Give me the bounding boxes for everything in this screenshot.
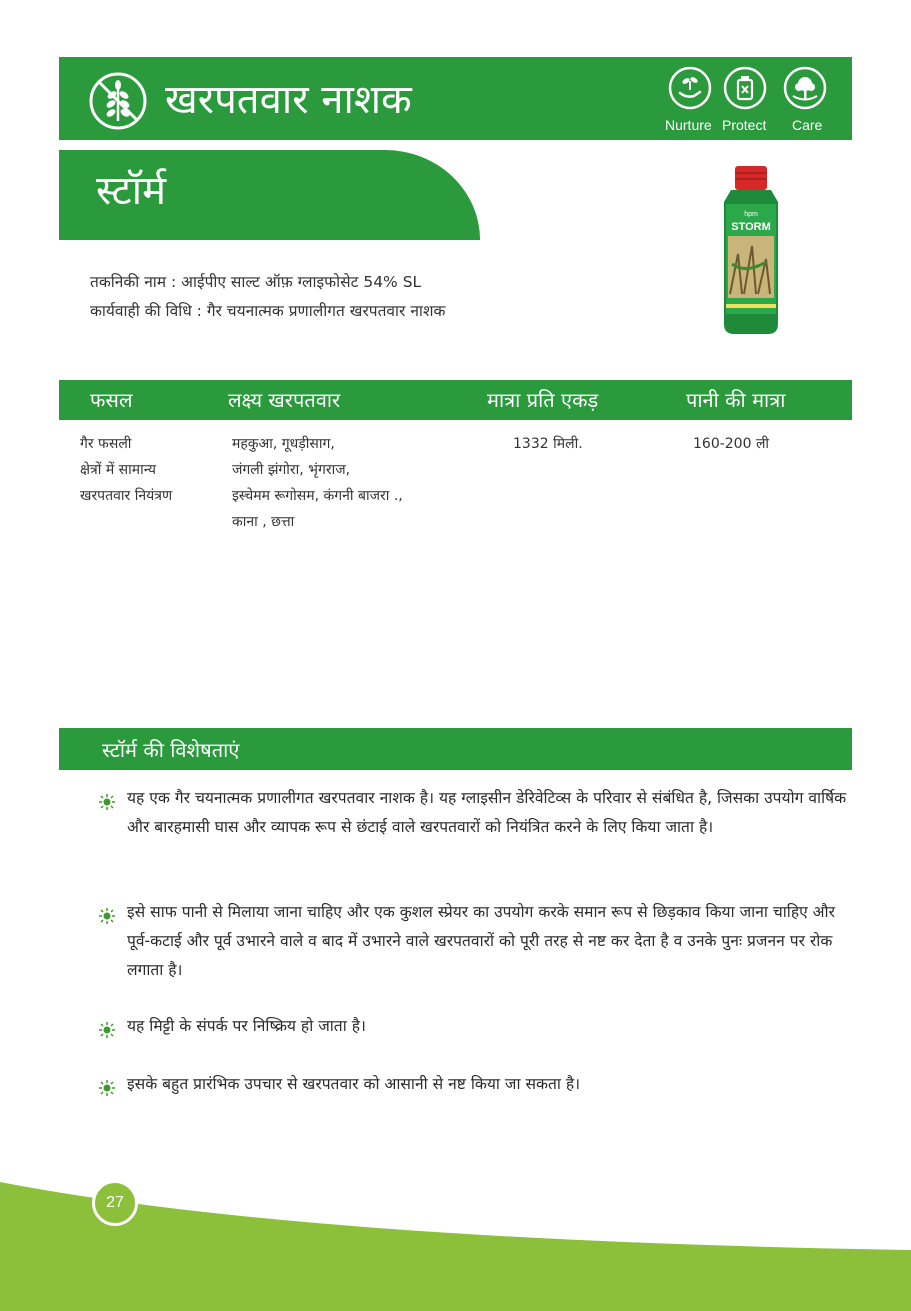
badge-label-care: Care <box>792 117 823 133</box>
table-header-target-weeds: लक्ष्य खरपतवार <box>228 388 341 412</box>
shield-bottle-icon <box>723 66 767 110</box>
feature-item: इसके बहुत प्रारंभिक उपचार से खरपतवार को आसानी से नष्ट किया जा सकता है। <box>127 1075 581 1093</box>
bullet-sun-icon <box>99 1022 115 1038</box>
feature-item: यह मिट्टी के संपर्क पर निष्क्रिय हो जाता है। <box>127 1017 366 1035</box>
table-cell-crop <box>80 431 172 509</box>
technical-name: तकनिकी नाम : आईपीए साल्ट ऑफ़ ग्लाइफोसेट 54% SL <box>90 273 422 291</box>
bullet-sun-icon <box>99 908 115 924</box>
table-cell-weeds-line: काना , छत्ता <box>232 514 295 530</box>
hand-plant-icon <box>668 66 712 110</box>
product-title: स्टॉर्म <box>96 168 166 214</box>
table-cell-weeds-line: महकुआ, गूधड़ीसाग, <box>232 436 335 452</box>
feature-item: यह एक गैर चयनात्मक प्रणालीगत खरपतवार नाशक है। यह ग्लाइसीन डेरिवेटिव्स के परिवार से संबंधित है, जिसका उपयोग वार्षिक और बारहमासी घास और व्यापक रूप से छंटाई वाले खरपतवारों को नियंत्रित करने के लिए किया जाता है। <box>127 789 847 836</box>
tree-care-icon <box>783 66 827 110</box>
badge-label-nurture: Nurture <box>665 117 712 133</box>
table-cell-weeds-line: इस्चेमम रूगोसम, कंगनी बाजरा ., <box>232 488 403 504</box>
table-cell-weeds-line: जंगली झंगोरा, भृंगराज, <box>232 462 351 478</box>
table-header-water: पानी की मात्रा <box>686 388 786 412</box>
category-title: खरपतवार नाशक <box>165 77 412 123</box>
product-bottle-image <box>716 164 786 336</box>
table-cell-dose: 1332 मिली. <box>513 436 583 452</box>
table-cell-weeds <box>232 431 403 535</box>
table-header-crop: फसल <box>90 388 133 412</box>
table-cell-crop-line: खरपतवार नियंत्रण <box>80 488 173 504</box>
badge-label-protect: Protect <box>722 117 767 133</box>
mode-of-action: कार्यवाही की विधि : गैर चयनात्मक प्रणालीगत खरपतवार नाशक <box>90 302 446 320</box>
bottle-maker: hpm <box>744 211 758 218</box>
page-number: 27 <box>106 1194 124 1211</box>
table-cell-water: 160-200 ली <box>693 436 770 452</box>
weed-no-icon <box>88 71 148 131</box>
table-header-dose: मात्रा प्रति एकड़ <box>487 388 599 412</box>
bottle-brand: STORM <box>731 221 771 233</box>
bullet-sun-icon <box>99 794 115 810</box>
feature-item: इसे साफ पानी से मिलाया जाना चाहिए और एक कुशल स्प्रेयर का उपयोग करके समान रूप से छिड़काव किया जाना चाहिए और पूर्व-कटाई और पूर्व उभारने वाले व बाद में उभारने वाले खरपतवारों को पूरी तरह से नष्ट कर देता है व उनके पुनः प्रजनन पर रोक लगाता है। <box>127 903 836 979</box>
bullet-sun-icon <box>99 1080 115 1096</box>
features-title: स्टॉर्म की विशेषताएं <box>102 738 240 762</box>
table-cell-crop-line: क्षेत्रों में सामान्य <box>80 462 157 478</box>
table-cell-crop-line: गैर फसली <box>80 436 132 452</box>
